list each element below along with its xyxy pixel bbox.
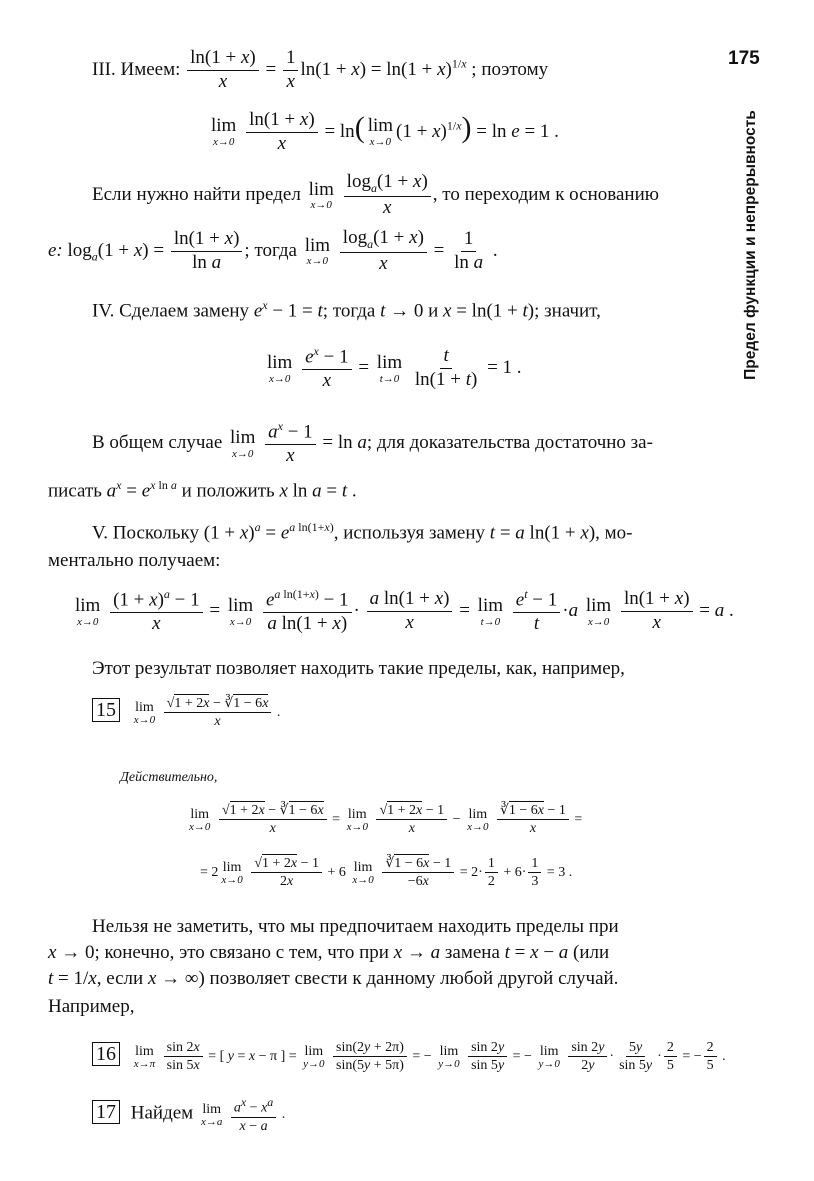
text-general-case: В общем случае (92, 431, 223, 453)
example-17: 17 Найдем lim x→a $\frac{a^x - x^a}{x - a}$ . (92, 1096, 285, 1134)
formula: $\frac{\ln(1 + x)}{x}$ (187, 48, 259, 93)
result-line: Этот результат позволяет находить такие пределы, как, например, (92, 658, 625, 679)
formula-15-step1: lim x→0 $\frac{√1 + 2x - ∛1 - 6x}{x}$ = lim x→0 $\frac{√1 + 2x - 1}{x}$ − lim x→0 $\frac{∛1 - 6x - 1}{x}$ = (189, 803, 583, 837)
actually-note: Действительно, (120, 770, 218, 785)
text-v-tail: , мо- (595, 522, 633, 544)
example-number-15: 15 (92, 698, 120, 722)
section-iii-label: III. Имеем: (92, 58, 181, 80)
text-and-set: и положить (181, 480, 275, 502)
example-15: 15 lim x→0 $\frac{√1 + 2x - ∛1 - 6x}{x}$ . (92, 696, 280, 730)
text-p2a: ; конечно, это связано с тем, что при (94, 942, 389, 963)
formula-iii-limit: lim x→0 $\frac{\ln(1 + x)}{x}$ = ln( lim x→0 $(1 + x)^{1/x}) = \ln e = 1$ . (211, 109, 559, 154)
log-general-line: Если нужно найти предел lim x→0 $\frac{\log_a(1 + x)}{x}$ , то переходим к основанию (92, 171, 659, 218)
formula-iv-limit: lim x→0 $\frac{e^x - 1}{x}$ = lim t→0 $\frac{t}{\ln(1 + t)}$ = 1 . (267, 344, 522, 392)
section-iii-line: III. Имеем: $\frac{\ln(1 + x)}{x}$ = $\frac{1}{x}$ $\ln(1 + x) = \ln(1 + x)^{1/x}$ ; поэтому (92, 47, 549, 92)
text-then: ; тогда (244, 239, 297, 261)
section-iv-line: IV. Сделаем замену $e^x - 1 = t$; тогда t → 0 и x = ln(1 + t); значит, (92, 298, 601, 322)
text-iv-then: ; тогда (322, 300, 376, 322)
v-line2: ментально получаем: (48, 550, 221, 571)
text-write: писать (48, 480, 102, 502)
write-line: писать $a^x = e^{x ln a}$ и положить x ln a = t . (48, 478, 357, 502)
formula-v-limit: lim x→0 $\frac{(1 + x)^a - 1}{x}$ = lim x→0 $\frac{e^{a ln(1+x)} - 1}{\text{a ln(1 + x)}}$ · $\frac{\text{a ln(1 + x)}}{x}$ = lim t→0 $\frac{e^t - 1}{t}$ ·a lim x→0 $\frac{\ln(1 + x)}{x}$ = a . (75, 587, 734, 635)
log-base-line: e: $\log_a(1 + x)$ = $\frac{\ln(1 + x)}{\text{ln a}}$ ; тогда lim x→0 $\frac{\log_a(1 + x)}{x}$ = $\frac{1}{\text{ln a}}$ . (48, 227, 498, 274)
text-general-tail: ; для доказательства достаточно за- (366, 431, 653, 453)
side-running-title: Предел функции и непрерывность (742, 110, 759, 380)
section-v-label: V. Поскольку (92, 522, 200, 544)
text-and: и (428, 300, 439, 322)
text-using-sub: , используя замену (333, 522, 486, 544)
text-p2b: замена (444, 942, 500, 963)
para-line-2: x → 0; конечно, это связано с тем, что при x → a замена t = x − a (или (48, 942, 610, 963)
section-v-line: V. Поскольку $(1 + x)^a = e^{a ln(1+x)}$, используя замену t = a ln(1 + x), мо- (92, 520, 633, 544)
text-hence: ; значит, (534, 300, 601, 322)
para-line-3: t = 1/x, если x → ∞) позволяет свести к данному любой другой случай. (48, 968, 619, 989)
text-find: Найдем (130, 1102, 194, 1124)
text-log-base: e: (48, 239, 63, 261)
text-p2c: (или (573, 942, 610, 963)
page-number: 175 (728, 48, 760, 69)
formula-15-step2: = 2 lim x→0 $\frac{√1 + 2x - 1}{2x}$ + 6 lim x→0 $\frac{∛1 - 6x - 1}{-6x}$ = 2· $\frac{1}{2}$ + 6· $\frac{1}{3}$ = 3 . (200, 856, 573, 890)
general-case-line: В общем случае lim x→0 $\frac{a^x - 1}{x}$ = ln a; для доказательства достаточно за- (92, 419, 653, 467)
para-line-4: Например, (48, 996, 135, 1017)
example-16: 16 lim x→π $\frac{\sin 2x}{\sin 5x}$ = [ y = x − π ] = lim y→0 $\frac{\sin(2y + 2\pi)}{\sin(5y + 5\pi)}$ = − lim y→0 $\frac{\sin 2y}{\sin 5y}$ = − lim y→0 $\frac{\sin 2y}{2y}$ · $\frac{5y}{\sin 5y}$ · $\frac{2}{5}$ = − $\frac{2}{5}$ . (92, 1040, 726, 1074)
para-line-1: Нельзя не заметить, что мы предпочитаем находить пределы при (92, 916, 619, 937)
text-therefore: ; поэтому (471, 58, 549, 80)
text-log-tail: , то переходим к основанию (432, 183, 659, 205)
example-number-16: 16 (92, 1042, 120, 1066)
section-iv-label: IV. Сделаем замену (92, 300, 250, 322)
text-log-general: Если нужно найти предел (92, 183, 301, 205)
text-p3b: ) позволяет свести к данному любой другой случай. (198, 968, 619, 989)
example-number-17: 17 (92, 1100, 120, 1124)
text-p3a: , если (96, 968, 144, 989)
